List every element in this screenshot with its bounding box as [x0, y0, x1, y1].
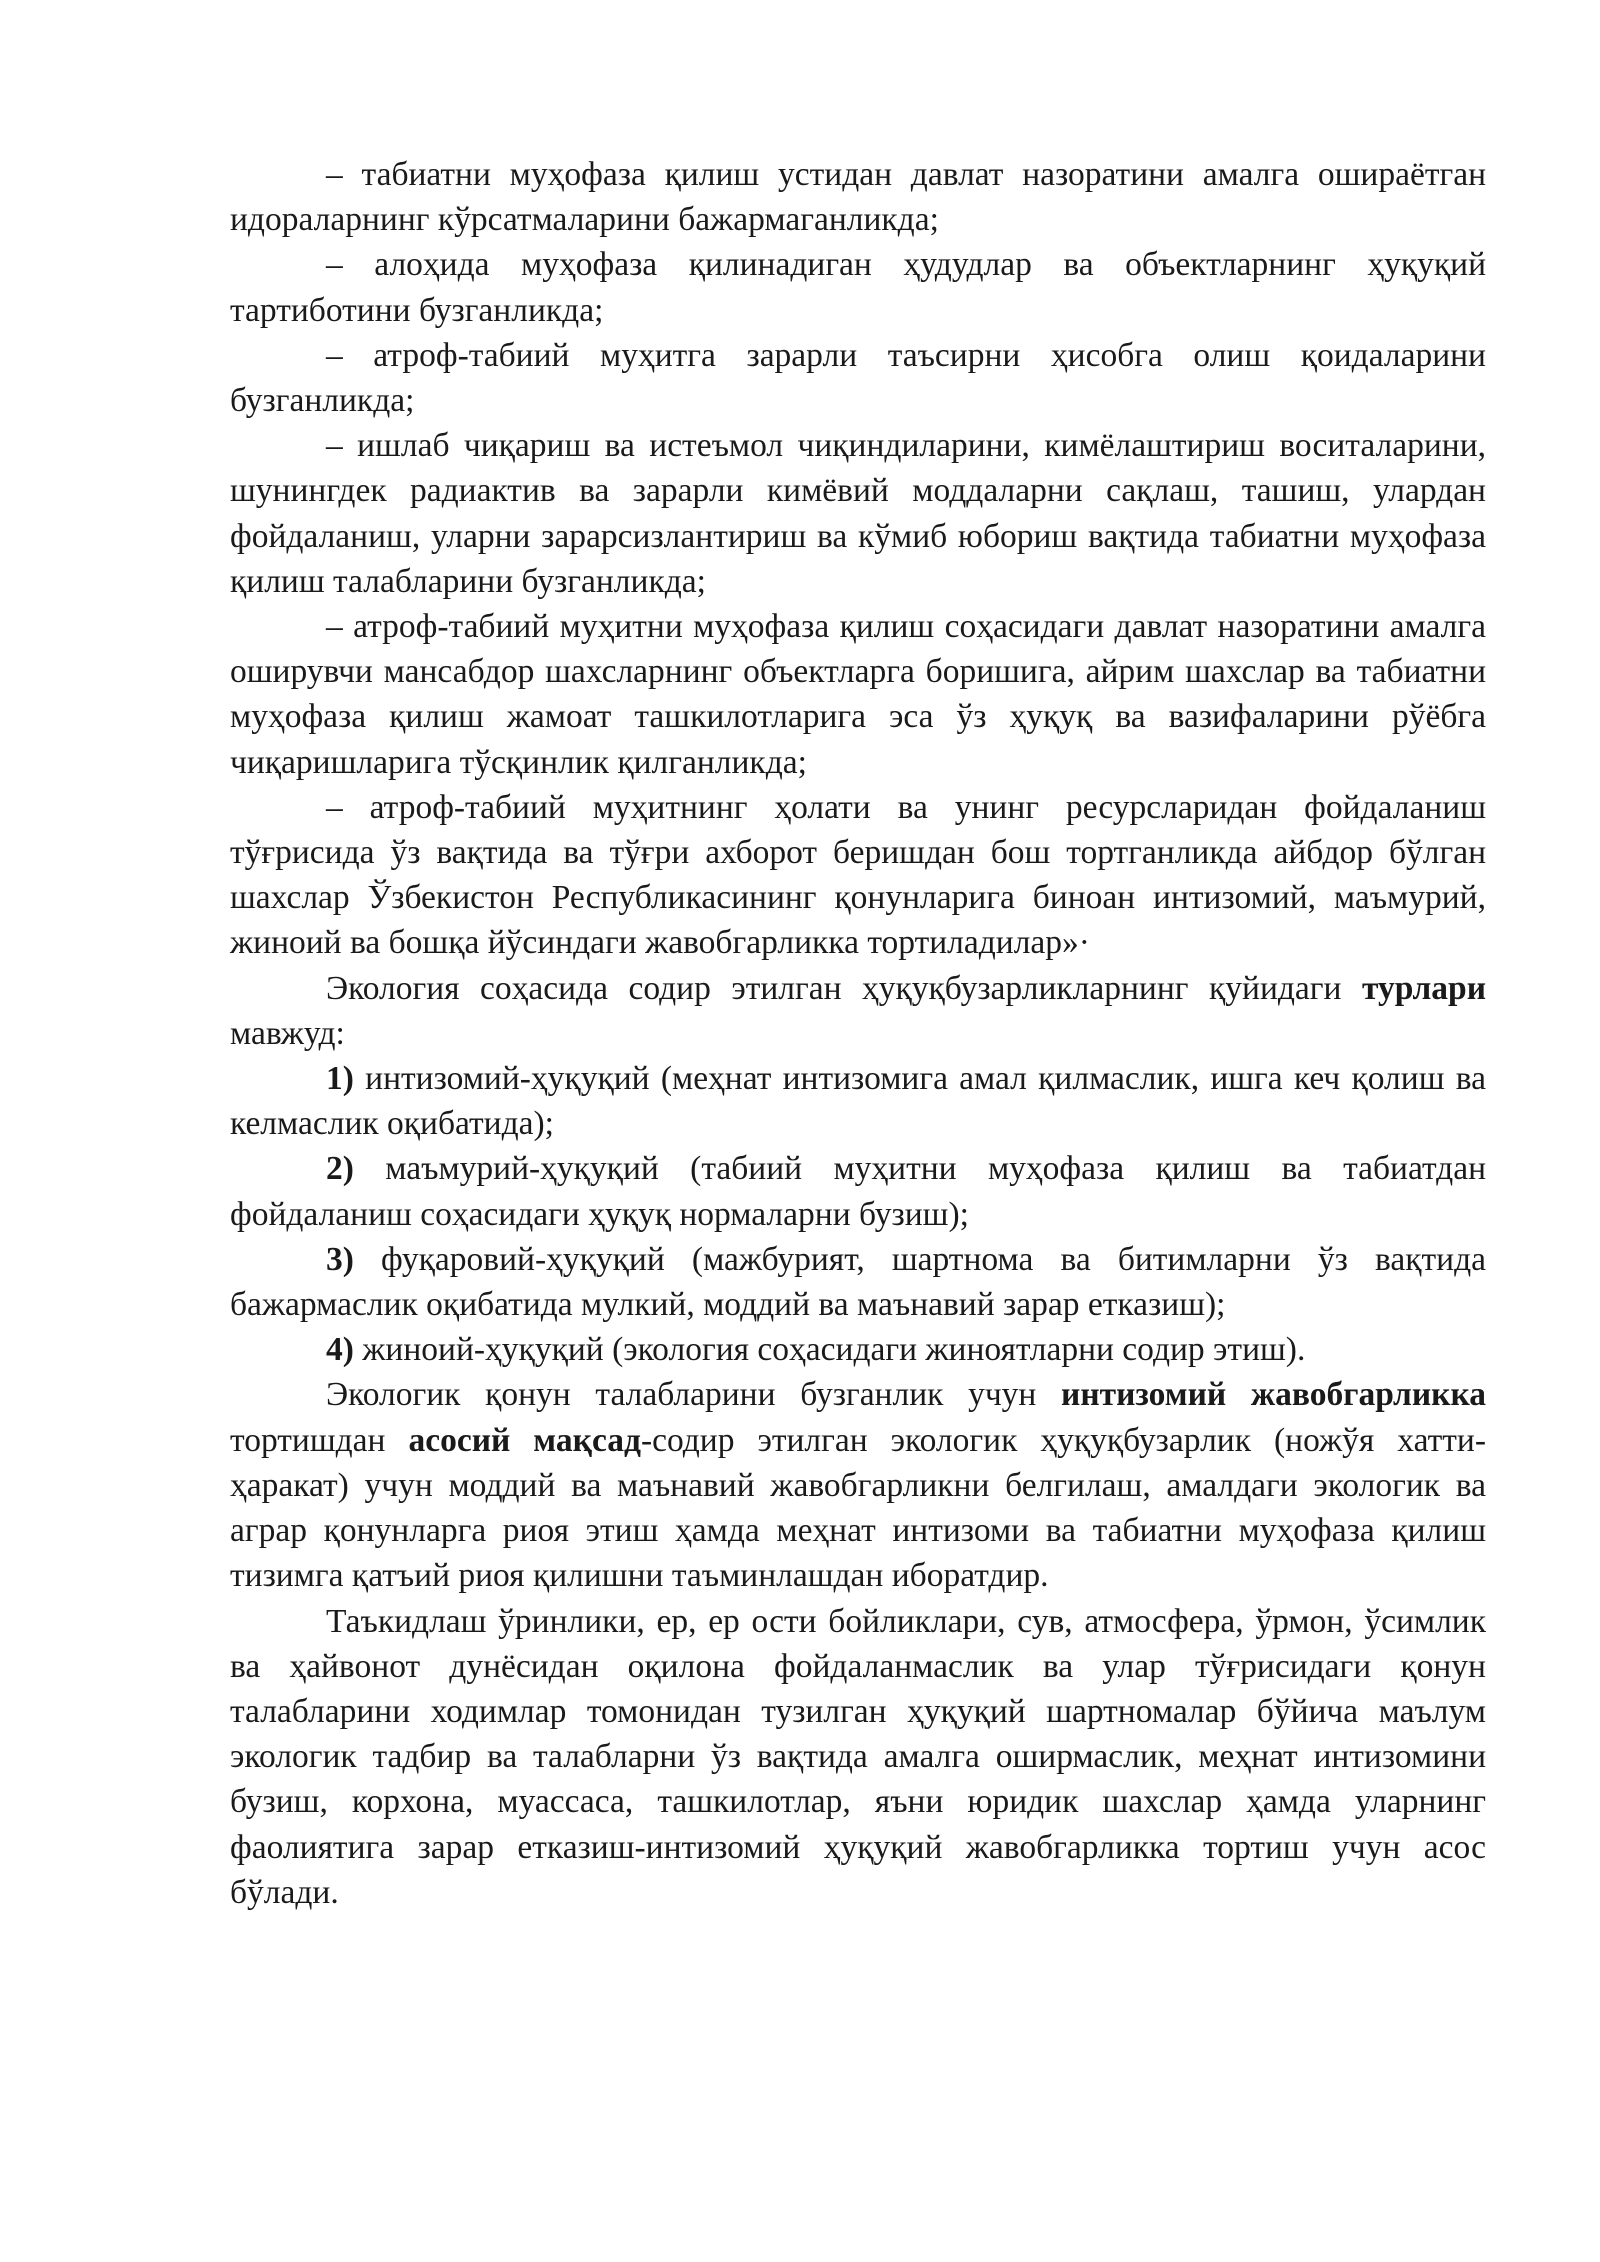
type-number: 1): [326, 1060, 354, 1098]
type-item-disciplinary: [230, 1056, 1486, 1146]
paragraph-types-intro: [230, 966, 1486, 1056]
types-intro-bold: турлари: [1361, 969, 1486, 1007]
main-goal-text-start: Экологик қонун талабларини бузганлик учун: [326, 1376, 1062, 1414]
type-text: жиноий-ҳуқуқий (экология соҳасидаги жиноятларни содир этиш).: [353, 1331, 1306, 1369]
type-item-administrative: [230, 1146, 1486, 1236]
type-number: 2): [326, 1150, 354, 1188]
list-item-obstruction: – атроф-табиий муҳитни муҳофаза қилиш соҳасидаги давлат назоратини амалга оширувчи мансабдор шахсларнинг объектларга боришига, айрим шахслар ва табиатни муҳофаза қилиш жамоат ташкилотларига эса ўз ҳуқуқ ва вазифаларини рўёбга чиқаришларига тўсқинлик қилганликда;: [230, 608, 1486, 781]
list-item-protected-areas: – алоҳида муҳофаза қилинадиган ҳудудлар ва объектларнинг ҳуқуқий тартиботини бузганликда;: [230, 246, 1486, 329]
main-goal-text-middle: тортишдан: [230, 1421, 409, 1459]
list-item-information: – атроф-табиий муҳитнинг ҳолати ва унинг ресурсларидан фойдаланиш тўғрисида ўз вақтида ва тўғри ахборот беришдан бош тортганликда айбдор бўлган шахслар Ўзбекистон Республикасининг қонунларига биноан интизомий, маъмурий, жиноий ва бошқа йўсиндаги жавобгарликка тортиладилар»·: [230, 788, 1486, 962]
type-item-criminal: [230, 1327, 1486, 1372]
type-item-civil: [230, 1237, 1486, 1327]
list-item-waste: – ишлаб чиқариш ва истеъмол чиқиндиларини, кимёлаштириш воситаларини, шунингдек радиактив ва зарарли кимёвий моддаларни сақлаш, ташиш, улардан фойдаланиш, уларни зарарсизлантириш ва кўмиб юбориш вақтида табиатни муҳофаза қилиш талабларини бузганликда;: [230, 427, 1486, 600]
list-item-supervision: – табиатни муҳофаза қилиш устидан давлат назоратини амалга ошираётган идораларнинг кўрсатмаларини бажармаганликда;: [230, 156, 1486, 239]
type-number: 4): [326, 1331, 354, 1369]
document-body: [230, 152, 1486, 1915]
type-text: фуқаровий-ҳуқуқий (мажбурият, шартнома ва битимларни ўз вақтида бажармаслик оқибатида мулкий, моддий ва маънавий зарар етказиш);: [230, 1240, 1486, 1324]
type-text: интизомий-ҳуқуқий (меҳнат интизомига амал қилмаслик, ишга кеч қолиш ва келмаслик оқибатида);: [230, 1060, 1486, 1143]
paragraph-main-goal: [230, 1372, 1486, 1598]
list-item-harmful-impact: – атроф-табиий муҳитга зарарли таъсирни ҳисобга олиш қоидаларини бузганликда;: [230, 336, 1486, 420]
types-intro-text: Экология соҳасида содир этилган ҳуқуқбузарликларнинг қуйидаги: [326, 969, 1362, 1007]
type-number: 3): [326, 1240, 354, 1278]
types-intro-end: мавжуд:: [230, 1014, 345, 1052]
main-goal-bold-purpose: асосий мақсад: [408, 1421, 641, 1459]
main-goal-text-end: -содир этилган экологик ҳуқуқбузарлик (ножўя хатти-ҳаракат) учун моддий ва маънавий жавобгарликни белгилаш, амалдаги экологик ва аграр қонунларга риоя этиш ҳамда меҳнат интизоми ва табиатни муҳофаза қилиш тизимга қатъий риоя қилишни таъминлашдан иборатдир.: [230, 1421, 1486, 1595]
main-goal-bold-liability: интизомий жавобгарликка: [1061, 1376, 1486, 1414]
type-text: маъмурий-ҳуқуқий (табиий муҳитни муҳофаза қилиш ва табиатдан фойдаланиш соҳасидаги ҳуқуқ нормаларни бузиш);: [230, 1150, 1486, 1233]
paragraph-emphasis: Таъкидлаш ўринлики, ер, ер ости бойликлари, сув, атмосфера, ўрмон, ўсимлик ва ҳайвонот дунёсидан оқилона фойдаланмаслик ва улар тўғрисидаги қонун талабларини ходимлар томонидан тузилган ҳуқуқий шартномалар бўйича маълум экологик тадбир ва талабларни ўз вақтида амалга оширмаслик, меҳнат интизомини бузиш, корхона, муассаса, ташкилотлар, яъни юридик шахслар ҳамда уларнинг фаолиятига зарар етказиш-интизомий ҳуқуқий жавобгарликка тортиш учун асос бўлади.: [230, 1602, 1486, 1911]
